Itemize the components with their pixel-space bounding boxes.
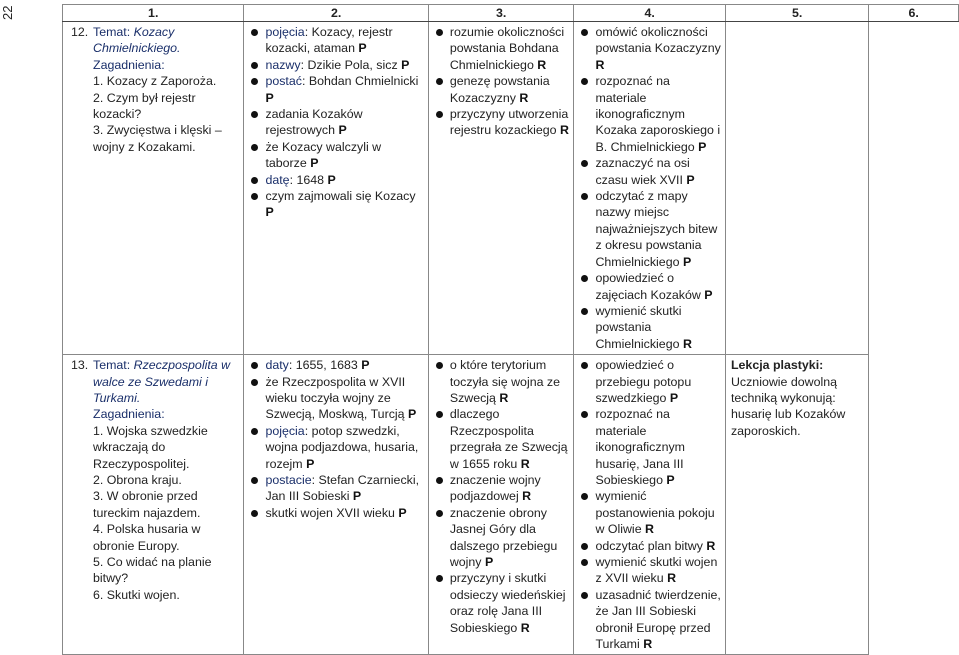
- bullet-text: skutki wojen XVII wieku: [265, 505, 395, 520]
- level-marker: P: [338, 123, 347, 138]
- bullet-text: odczytać z mapy nazwy miejsc najważniejszych bitew z okresu powstania Chmielnickiego: [595, 189, 718, 269]
- bullet-item: [579, 538, 721, 554]
- level-marker: R: [643, 637, 653, 652]
- bullet-term: daty: [265, 358, 289, 373]
- understanding-cell: [428, 22, 574, 355]
- bullet-term: postać: [265, 74, 302, 89]
- bullet-text: rozpoznać na materiale ikonograficznym husarię, Jana III Sobieskiego: [595, 407, 685, 487]
- bullet-item: [434, 406, 570, 472]
- bullet-text: genezę powstania Kozaczyzny: [449, 74, 550, 105]
- level-marker: P: [361, 358, 370, 373]
- lesson-title: Temat: Kozacy Chmielnickiego.: [93, 25, 181, 56]
- issue-item: 1. Kozacy z Zaporoża.: [93, 74, 217, 89]
- header-cell: 3.: [428, 5, 574, 22]
- level-marker: R: [499, 390, 509, 405]
- bullet-item: [249, 357, 423, 373]
- level-marker: P: [310, 156, 319, 171]
- bullet-text: że Kozacy walczyli w taborze: [265, 139, 382, 171]
- issue-item: 3. Zwycięstwa i klęski – wojny z Kozakami.: [93, 123, 222, 154]
- issue-item: 2. Czym był rejestr kozacki?: [93, 90, 196, 122]
- bullet-term: datę: [265, 172, 290, 187]
- skills-cell: [574, 22, 726, 355]
- issues-label: Zagadnienia:: [93, 57, 165, 72]
- level-marker: P: [704, 287, 713, 302]
- row-number: 13.: [71, 358, 89, 373]
- bullet-item: [579, 155, 721, 188]
- level-marker: P: [682, 254, 692, 269]
- bullet-item: [249, 423, 423, 472]
- bullet-item: [579, 270, 721, 303]
- bullet-text: czym zajmowali się Kozacy: [265, 189, 416, 204]
- bullet-text: opowiedzieć o zajęciach Kozaków: [595, 271, 701, 302]
- level-marker: R: [645, 522, 654, 537]
- topic-cell: [63, 355, 244, 655]
- notes-cell: [725, 22, 868, 355]
- notes-title: Lekcja plastyki:: [730, 358, 824, 373]
- level-marker: P: [358, 41, 367, 56]
- bullet-item: [434, 570, 570, 636]
- topic-cell: [63, 22, 244, 355]
- bullet-item: [579, 587, 721, 653]
- skills-cell: [574, 355, 726, 655]
- bullet-text: znaczenie obrony Jasnej Góry dla dalszego przebiegu wojny: [449, 505, 558, 569]
- header-cell: 1.: [63, 5, 244, 22]
- bullet-item: [249, 374, 423, 423]
- bullet-text: omówić okoliczności powstania Kozaczyzny: [595, 25, 721, 56]
- level-marker: P: [401, 57, 410, 72]
- bullet-text: uzasadnić twierdzenie, że Jan III Sobieski obronił Europę przed Turkami: [595, 587, 721, 652]
- header-row: [63, 5, 959, 22]
- bullet-item: [249, 106, 423, 139]
- level-marker: P: [398, 505, 407, 520]
- understanding-cell: [428, 355, 574, 655]
- level-marker: P: [265, 90, 274, 105]
- bullet-item: [579, 357, 721, 406]
- level-marker: P: [265, 205, 274, 220]
- bullet-text: przyczyny utworzenia rejestru kozackiego: [449, 107, 569, 138]
- curriculum-table: [62, 4, 959, 655]
- issues-list: [93, 423, 239, 603]
- bullet-item: [434, 472, 570, 505]
- bullet-text: : Bohdan Chmielnicki: [301, 74, 419, 89]
- level-marker: R: [560, 123, 569, 138]
- level-marker: P: [669, 390, 679, 405]
- bullet-text: : Stefan Czarniecki, Jan III Sobieski: [265, 472, 420, 504]
- knowledge-cell: [244, 355, 428, 655]
- issue-item: 4. Polska husaria w obronie Europy.: [93, 522, 201, 553]
- bullet-term: postacie: [265, 472, 312, 487]
- bullet-item: [579, 24, 721, 73]
- understanding-list: [434, 357, 570, 636]
- issues-label: Zagadnienia:: [93, 407, 165, 422]
- level-marker: P: [666, 472, 675, 487]
- bullet-text: przyczyny i skutki odsieczy wiedeńskiej oraz rolę Jana III Sobieskiego: [449, 571, 566, 635]
- bullet-item: [249, 57, 423, 73]
- level-marker: P: [698, 139, 707, 154]
- understanding-list: [434, 24, 570, 139]
- bullet-item: [249, 24, 423, 57]
- skills-list: [579, 24, 721, 352]
- skills-list: [579, 357, 721, 652]
- bullet-text: rozpoznać na materiale ikonograficznym Kozaka zaporoskiego i B. Chmielnickiego: [595, 74, 721, 154]
- issue-item: 2. Obrona kraju.: [93, 472, 182, 487]
- level-marker: R: [520, 456, 530, 471]
- level-marker: R: [667, 571, 677, 586]
- bullet-text: zaznaczyć na osi czasu wiek XVII: [595, 156, 690, 187]
- header-cell: 6.: [869, 5, 959, 22]
- level-marker: P: [407, 407, 417, 422]
- level-marker: P: [306, 456, 315, 471]
- bullet-item: [579, 488, 721, 537]
- bullet-item: [249, 188, 423, 221]
- notes-text: Uczniowie dowolną techniką wykonują: husarię lub Kozaków zaporoskich.: [730, 374, 846, 438]
- bullet-text: o które terytorium toczyła się wojna ze Szwecją: [449, 358, 561, 405]
- level-marker: P: [686, 172, 695, 187]
- bullet-text: zadania Kozaków rejestrowych: [265, 107, 363, 138]
- knowledge-list: [249, 24, 423, 221]
- bullet-text: : 1655, 1683: [288, 358, 358, 373]
- bullet-term: nazwy: [265, 57, 301, 72]
- page-number: 22: [0, 5, 15, 21]
- level-marker: R: [706, 538, 716, 553]
- bullet-text: znaczenie wojny podjazdowej: [449, 472, 541, 504]
- bullet-item: [249, 505, 423, 521]
- bullet-item: [579, 188, 721, 270]
- header-cell: 4.: [574, 5, 726, 22]
- issue-item: 6. Skutki wojen.: [93, 587, 180, 602]
- row-number: 12.: [71, 25, 89, 39]
- issue-item: 3. W obronie przed tureckim najazdem.: [93, 489, 201, 520]
- bullet-term: pojęcia: [265, 423, 305, 438]
- bullet-item: [434, 24, 570, 73]
- bullet-text: : 1648: [289, 172, 325, 187]
- header-cell: 2.: [244, 5, 428, 22]
- bullet-item: [579, 303, 721, 352]
- bullet-text: dlaczego Rzeczpospolita przegrała ze Szwecją w 1655 roku: [449, 407, 568, 471]
- bullet-text: że Rzeczpospolita w XVII wieku toczyła wojny ze Szwecją, Moskwą, Turcją: [265, 374, 406, 422]
- bullet-text: wymienić skutki wojen z XVII wieku: [595, 555, 718, 586]
- bullet-item: [434, 505, 570, 571]
- issue-item: 1. Wojska szwedzkie wkraczają do Rzeczypospolitej.: [93, 423, 208, 471]
- level-marker: R: [520, 620, 530, 635]
- issue-item: 5. Co widać na planie bitwy?: [93, 555, 212, 586]
- bullet-text: opowiedzieć o przebiegu potopu szwedzkiego: [595, 358, 692, 405]
- issues-list: [93, 73, 239, 155]
- bullet-text: : potop szwedzki, wojna podjazdowa, husaria, rozejm: [265, 423, 419, 471]
- bullet-item: [579, 554, 721, 587]
- level-marker: P: [484, 555, 494, 569]
- bullet-item: [249, 472, 423, 505]
- table-row: [63, 355, 959, 655]
- bullet-text: rozumie okoliczności powstania Bohdana Chmielnickiego: [449, 25, 565, 72]
- knowledge-cell: [244, 22, 428, 355]
- notes-cell: [725, 355, 868, 655]
- header-cell: 5.: [725, 5, 868, 22]
- level-marker: R: [537, 57, 547, 72]
- level-marker: R: [682, 336, 692, 351]
- level-marker: R: [522, 489, 532, 504]
- bullet-item: [249, 73, 423, 106]
- bullet-text: wymienić postanowienia pokoju w Oliwie: [595, 489, 715, 537]
- bullet-item: [249, 172, 423, 188]
- bullet-item: [434, 357, 570, 406]
- bullet-item: [434, 106, 570, 139]
- level-marker: P: [352, 489, 362, 504]
- bullet-item: [579, 406, 721, 488]
- bullet-text: : Kozacy, rejestr kozacki, ataman: [265, 25, 393, 56]
- bullet-text: wymienić skutki powstania Chmielnickiego: [595, 303, 682, 351]
- level-marker: P: [327, 172, 336, 187]
- bullet-item: [249, 139, 423, 172]
- bullet-item: [434, 73, 570, 106]
- bullet-term: pojęcia: [265, 25, 305, 39]
- bullet-item: [579, 73, 721, 155]
- level-marker: R: [595, 57, 605, 72]
- knowledge-list: [249, 357, 423, 521]
- table-row: [63, 22, 959, 355]
- bullet-text: : Dzikie Pola, sicz: [300, 57, 398, 72]
- bullet-text: odczytać plan bitwy: [595, 538, 703, 553]
- lesson-title: Temat: Rzeczpospolita w walce ze Szwedami i Turkami.: [93, 358, 231, 405]
- level-marker: R: [519, 90, 529, 105]
